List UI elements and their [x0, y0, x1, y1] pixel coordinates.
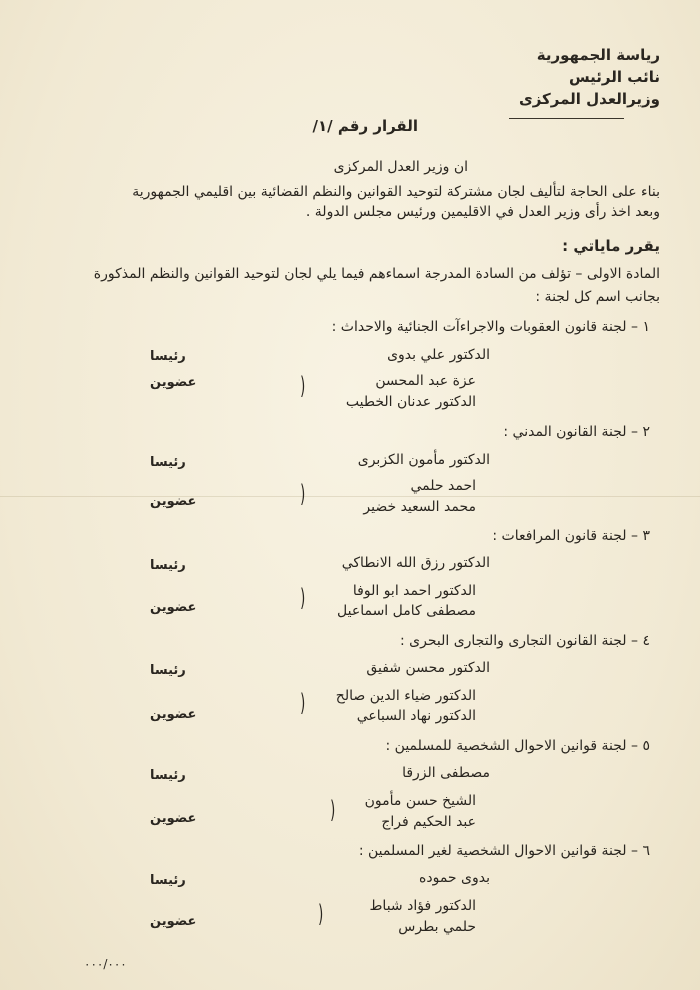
committee-member: حلمي بطرس — [398, 919, 476, 935]
committee-member: الدكتور عدنان الخطيب — [345, 394, 476, 410]
letterhead-rule — [509, 118, 624, 119]
committee-title: ٥ – لجنة قوانين الاحوال الشخصية للمسلمين : — [385, 738, 650, 754]
committee-title: ٤ – لجنة القانون التجارى والتجارى البحرى : — [399, 633, 650, 649]
decision-title: القرار رقم /١/ — [312, 117, 418, 135]
chair-label: رئيسا — [150, 349, 186, 364]
members-label: عضوين — [150, 811, 197, 826]
committee-member: الدكتور نهاد السباعي — [356, 708, 476, 724]
committee-chair: الدكتور علي بدوى — [387, 347, 490, 363]
member-brace: ) — [300, 372, 306, 400]
chair-label: رئيسا — [150, 558, 186, 573]
members-label: عضوين — [150, 494, 197, 509]
committee-title: ٣ – لجنة قانون المرافعات : — [492, 528, 650, 544]
chair-label: رئيسا — [150, 873, 186, 888]
chair-label: رئيسا — [150, 455, 186, 470]
paper-fold-line — [0, 496, 700, 497]
committee-chair: بدوى حموده — [419, 870, 490, 886]
committee-chair: الدكتور مأمون الكزبرى — [357, 452, 490, 468]
committee-member: عبد الحكيم فراج — [381, 814, 476, 830]
committee-member: الدكتور ضياء الدين صالح — [335, 688, 476, 704]
member-brace: ) — [300, 689, 306, 717]
chair-label: رئيسا — [150, 663, 186, 678]
committee-member: مصطفى كامل اسماعيل — [337, 603, 476, 619]
article-1-line-1: المادة الاولى – تؤلف من السادة المدرجة اسماءهم فيما يلي لجان لتوحيد القوانين والنظم المذكورة — [93, 266, 660, 282]
preamble-line-1: بناء على الحاجة لتأليف لجان مشتركة لتوحيد القوانين والنظم القضائية بين اقليمي الجمهورية — [132, 184, 660, 200]
committee-member: محمد السعيد خضير — [363, 499, 476, 515]
member-brace: ) — [300, 480, 306, 508]
committee-title: ٦ – لجنة قوانين الاحوال الشخصية لغير المسلمين : — [358, 843, 650, 859]
member-brace: ) — [330, 796, 336, 824]
decides-heading: يقرر ماياتي : — [562, 237, 660, 255]
letterhead — [430, 44, 660, 119]
committee-member: الدكتور فؤاد شباط — [369, 898, 476, 914]
committee-chair: الدكتور رزق الله الانطاكي — [341, 555, 490, 571]
committee-chair: مصطفى الزرقا — [402, 765, 490, 781]
preamble-line-2: وبعد اخذ رأى وزير العدل في الاقليمين ورئيس مجلس الدولة . — [305, 204, 660, 220]
letterhead-line-2: نائب الرئيس — [568, 68, 660, 86]
members-label: عضوين — [150, 375, 197, 390]
page-continuation-code: ٠٠٠/٠٠٠ — [84, 957, 127, 971]
member-brace: ) — [318, 900, 324, 928]
minister-line: ان وزير العدل المركزى — [333, 159, 468, 175]
article-1-line-2: بجانب اسم كل لجنة : — [535, 289, 660, 305]
committee-title: ٢ – لجنة القانون المدني : — [503, 424, 650, 440]
committee-member: الدكتور احمد ابو الوفا — [352, 583, 476, 599]
members-label: عضوين — [150, 707, 197, 722]
committee-member: عزة عبد المحسن — [375, 373, 476, 389]
committee-member: احمد حلمي — [410, 478, 476, 494]
committee-chair: الدكتور محسن شفيق — [366, 660, 490, 676]
letterhead-line-3: وزيرالعدل المركزى — [518, 90, 660, 108]
committee-title: ١ – لجنة قانون العقوبات والاجراءآت الجنائية والاحداث : — [331, 319, 650, 335]
members-label: عضوين — [150, 914, 197, 929]
letterhead-line-1: رياسة الجمهورية — [536, 46, 660, 64]
chair-label: رئيسا — [150, 768, 186, 783]
members-label: عضوين — [150, 600, 197, 615]
committee-member: الشيخ حسن مأمون — [364, 793, 476, 809]
member-brace: ) — [300, 584, 306, 612]
